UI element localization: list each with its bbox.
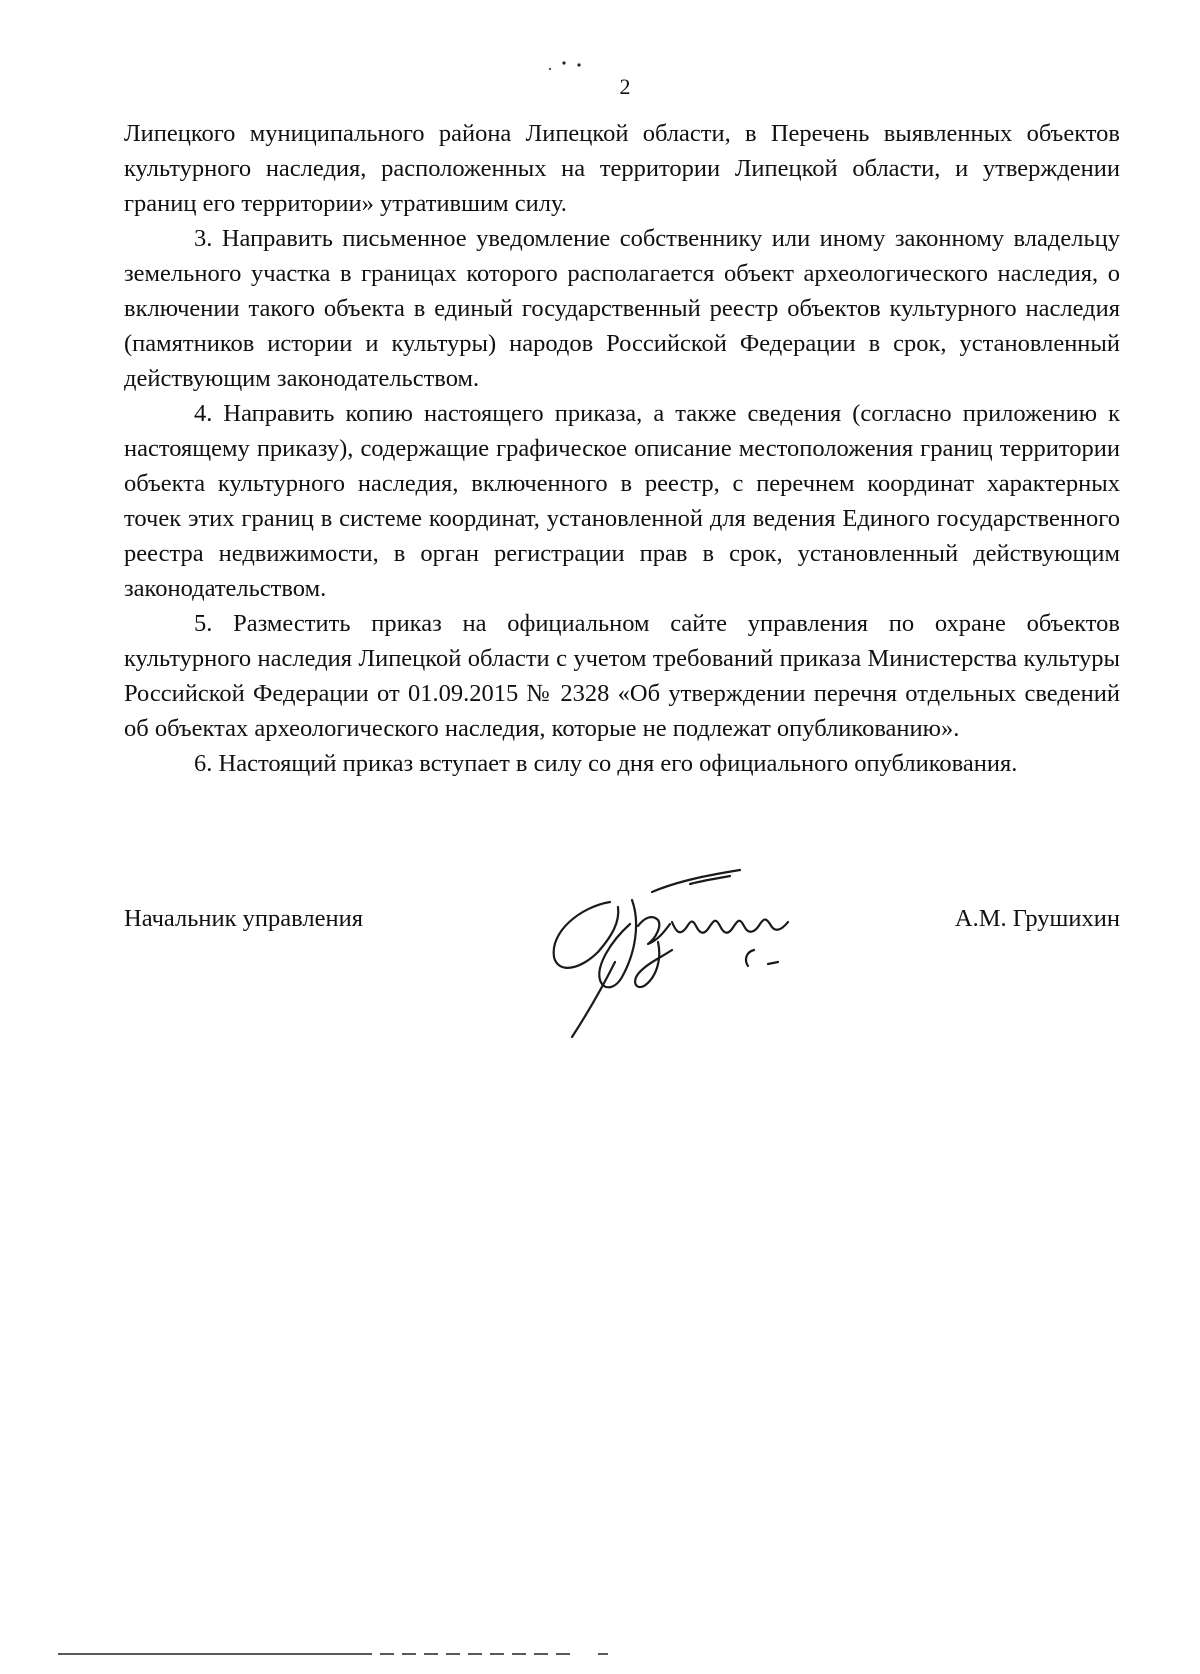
handwritten-signature-icon [540,862,840,1042]
paragraph-item-3: 3. Направить письменное уведомление собственнику или иному законному владельцу земельного участка в границах которого располагается объект археологического наследия, о включении такого объекта в единый государственный реестр объектов культурного наследия (памятников истории и культуры) народов Российской Федерации в срок, установленный действующим законодательством. [124,225,1120,392]
paragraph-item-6: 6. Настоящий приказ вступает в силу со дня его официального опубликования. [194,750,1018,777]
paragraph-item-4: 4. Направить копию настоящего приказа, а также сведения (согласно приложению к настоящему приказу), содержащие графическое описание местоположения границ территории объекта культурного наследия, включенного в реестр, с перечнем координат характерных точек этих границ в системе координат, установленной для ведения Единого государственного реестра недвижимости, в орган регистрации прав в срок, установленный действующим законодательством. [124,400,1120,602]
signer-name: А.М. Грушихин [954,905,1120,932]
position-title: Начальник управления [124,905,363,932]
paragraph-continuation: Липецкого муниципального района Липецкой области, в Перечень выявленных объектов культурного наследия, расположенных на территории Липецкой области, и утверждении границ его территории» утратившим силу. [124,120,1120,217]
footer-dashed-rule [58,1652,618,1656]
page-number: 2 [619,74,631,99]
paragraph-item-5: 5. Разместить приказ на официальном сайте управления по охране объектов культурного наследия Липецкой области с учетом требований приказа Министерства культуры Российской Федерации от 01.09.2015 № 2328 «Об утверждении перечня отдельных сведений об объектах археологического наследия, которые не подлежат опубликованию». [124,610,1120,742]
document-body [124,116,1120,781]
scan-specks [536,56,616,76]
